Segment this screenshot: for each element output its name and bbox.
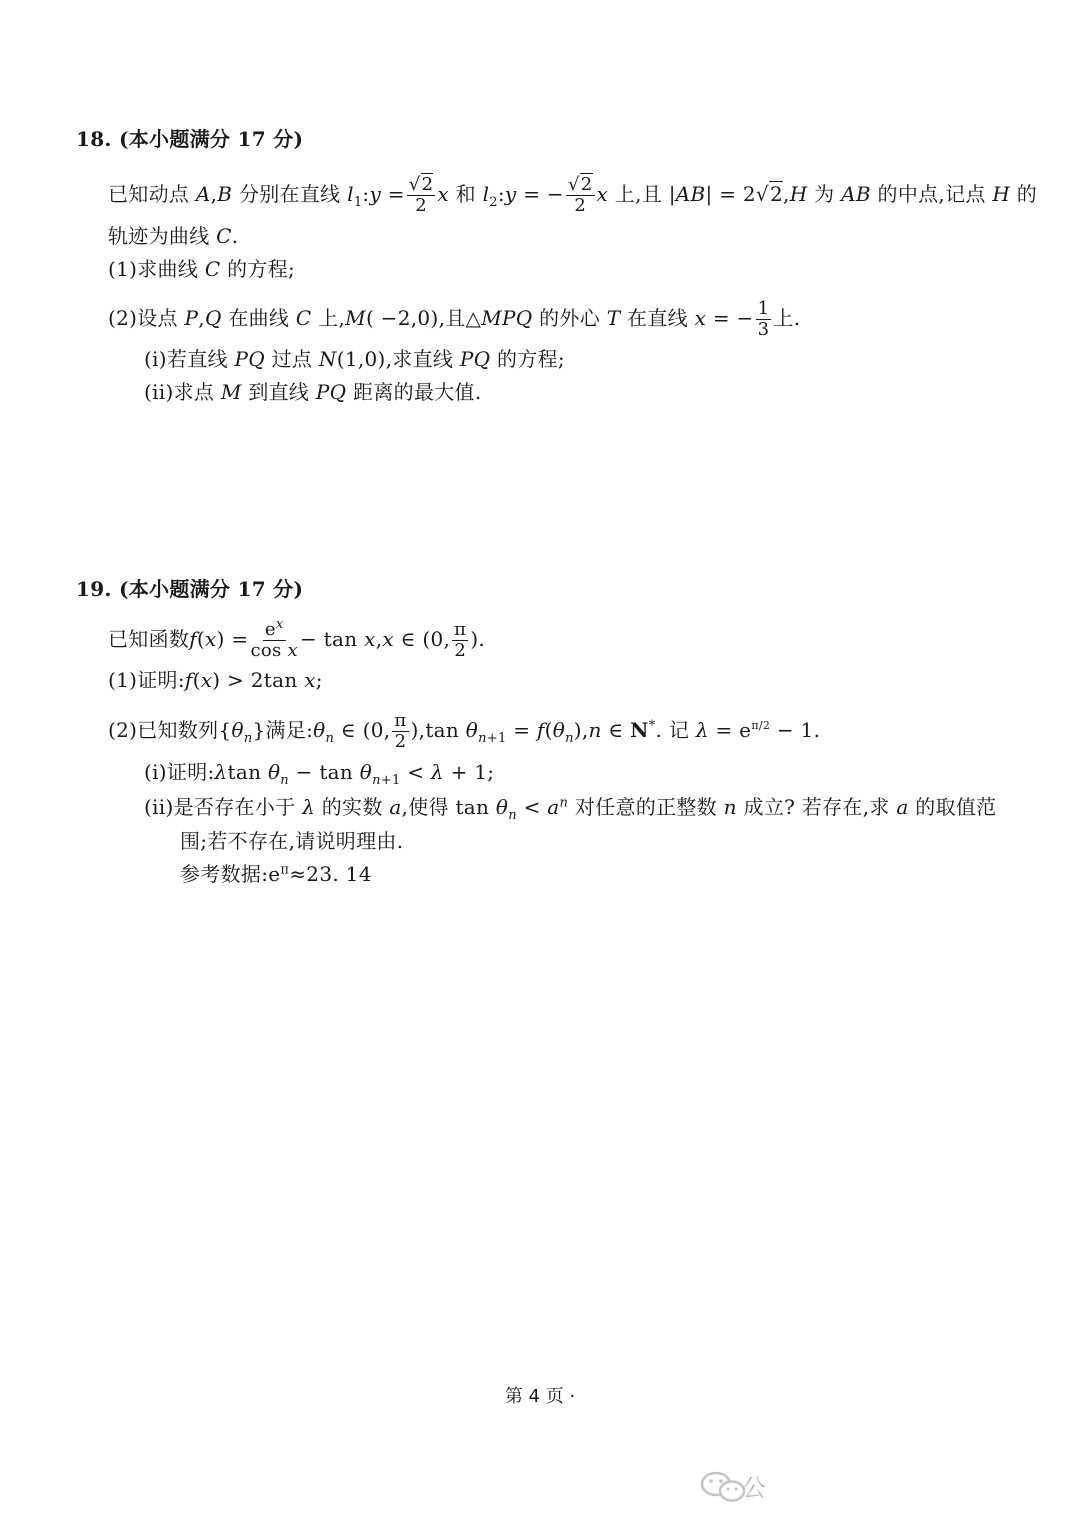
page-number: 第 4 页 ·: [504, 1386, 576, 1407]
q18-part2: (2)设点 P,Q 在曲线 C 上,M( −2,0),且△MPQ 的外心 T 在直线 x = − $\frac{1}{3}$ 上.: [108, 298, 801, 340]
q19-part2: (2)已知数列$\{\theta_n\}$满足$:\theta_n$ ∈ (0, $\frac{\pi}{2}$ ),tan $\theta_{n+1} = f(\theta_n),n$ ∈ N*. 记 $\lambda = e^{\pi/2} - 1$.: [108, 710, 821, 752]
q19-sub-ii-line2: 围;若不存在,请说明理由.: [180, 829, 404, 853]
q18-stem-line1: 已知动点 A,B 分别在直线 $l_1:y$ = $\frac{√2}{2}$ x 和 $l_2:y$ = − $\frac{√2}{2}$ x 上,且 |AB| = 2√2,H 为 AB 的中点,记点 H 的: [108, 174, 1038, 216]
q18-part1: (1)求曲线 C 的方程;: [108, 257, 296, 281]
q19-part1: (1)证明:f(x) > 2tan x;: [108, 668, 323, 692]
q18-stem-line2: 轨迹为曲线 C.: [108, 224, 239, 248]
q18-sub-i: (i)若直线 PQ 过点 N(1,0),求直线 PQ 的方程;: [144, 347, 565, 371]
q18-header: 18. (本小题满分 17 分): [76, 127, 304, 151]
q19-sub-ii-line1: (ii)是否存在小于 λ 的实数 a,使得 $\tan \theta_n < a^n$ 对任意的正整数 n 成立? 若存在,求 a 的取值范: [144, 795, 997, 823]
q19-header: 19. (本小题满分 17 分): [76, 577, 304, 601]
watermark-text: 公: [742, 1474, 766, 1502]
q19-reference-data: 参考数据$:e^\pi\approx 23$. 14: [180, 862, 372, 886]
q18-sub-ii: (ii)求点 M 到直线 PQ 距离的最大值.: [144, 380, 482, 404]
q19-sub-i: (i)证明:λtan $\theta_n - \tan \theta_{n+1} < \lambda + 1$;: [144, 760, 495, 788]
q19-stem: 已知函数f(x) = $\frac{e^x}{\text{cos x}}$ − tan x,x ∈ (0, $\frac{\pi}{2}$ ).: [108, 617, 486, 661]
